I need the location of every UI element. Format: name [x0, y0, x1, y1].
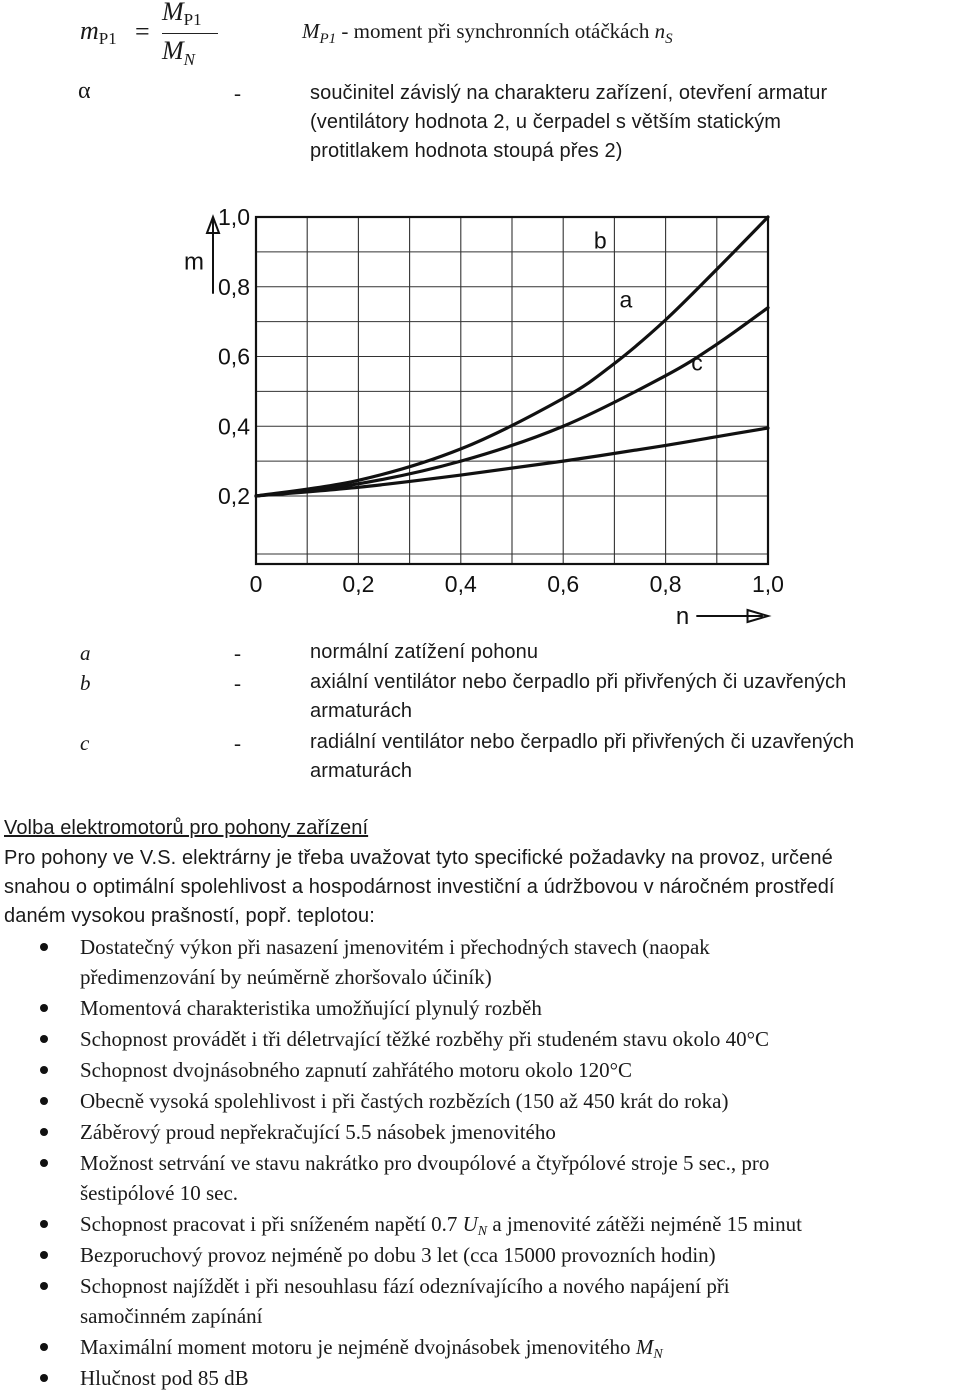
- x-axis-label: n: [675, 603, 690, 630]
- curve-label-c: c: [691, 349, 703, 376]
- bullet-text: Momentová charakteristika umožňující plynulý rozběh: [80, 996, 542, 1020]
- bullet-text-part: Schopnost pracovat i při sníženém napětí 0.7: [80, 1212, 463, 1236]
- def-text: - moment při synchronních otáčkách: [336, 19, 655, 43]
- chart-ticks: [218, 204, 784, 597]
- bullet-text: Schopnost dvojnásobného zapnutí zahřátého motoru okolo 120°C: [80, 1058, 632, 1082]
- x-tick-label: 1,0: [752, 571, 784, 597]
- formula-lhs-sub: P1: [98, 29, 117, 48]
- bullet-text: šestipólové 10 sec.: [80, 1181, 239, 1205]
- legend-key: a: [80, 641, 91, 665]
- formula-block: [80, 0, 320, 75]
- legend-dash: -: [234, 671, 241, 695]
- y-tick-label: 0,2: [218, 483, 250, 509]
- bullet-text: Schopnost provádět i tři déletrvající těžké rozběhy při studeném stavu okolo 40°C: [80, 1027, 769, 1051]
- alpha-symbol: α: [78, 78, 91, 104]
- x-tick-label: 0,6: [547, 571, 580, 597]
- bullet-text: Schopnost najíždět i při nesouhlasu fází odeznívajícího a nového napájení při: [80, 1274, 730, 1298]
- bullet-dot: [40, 1035, 48, 1043]
- bullet-text: Hlučnost pod 85 dB: [80, 1366, 249, 1390]
- x-tick-label: 0: [249, 571, 263, 597]
- def-n-sub: S: [665, 31, 673, 47]
- x-tick-label: 0,8: [649, 571, 682, 597]
- chart-labels: [184, 217, 768, 630]
- bullet-text: Obecně vysoká spolehlivost i při častých rozbězích (150 až 450 krát do roka): [80, 1089, 729, 1113]
- legend-text: armaturách: [310, 760, 413, 782]
- formula-lhs: [80, 16, 117, 49]
- bullet-variable: M: [635, 1335, 654, 1359]
- alpha-description: [310, 79, 827, 166]
- bullet-dot: [40, 1004, 48, 1012]
- bullet-dot: [40, 1343, 48, 1351]
- def-n: n: [654, 19, 666, 43]
- formula-definition: [302, 16, 673, 54]
- formula-den-var: M: [162, 36, 184, 65]
- legend-text: normální zatížení pohonu: [310, 641, 539, 663]
- bullet-variable: U: [462, 1212, 478, 1236]
- chart-grid: [256, 217, 768, 564]
- def-sub: P1: [319, 31, 337, 47]
- bullet-text: Záběrový proud nepřekračující 5.5 násobek jmenovitého: [80, 1120, 556, 1144]
- section-title: Volba elektromotorů pro pohony zařízení: [4, 817, 369, 839]
- bullet-dot: [40, 1251, 48, 1259]
- bullet-dot: [40, 1282, 48, 1290]
- bullet-text: Možnost setrvání ve stavu nakrátko pro dvoupólové a čtyřpólové stroje 5 sec., pro: [80, 1151, 770, 1175]
- paragraph-line: Pro pohony ve V.S. elektrárny je třeba uvažovat tyto specifické požadavky na provoz, určené: [4, 847, 833, 869]
- legend-text: radiální ventilátor nebo čerpadlo při přivřených či uzavřených: [310, 731, 855, 753]
- legend-dash: -: [234, 731, 241, 755]
- bullet-dot: [40, 1128, 48, 1136]
- bullet-variable-sub: N: [477, 1224, 488, 1239]
- paragraph-line: snahou o optimální spolehlivost a hospodárnost investiční a údržbovou v náročném prostředí: [4, 876, 835, 898]
- x-tick-label: 0,2: [342, 571, 375, 597]
- def-var: M: [302, 19, 320, 43]
- formula-num-var: M: [162, 0, 184, 26]
- x-tick-label: 0,4: [444, 571, 477, 597]
- fraction-bar: [162, 33, 218, 34]
- legend-key: b: [80, 671, 91, 695]
- formula-denominator: [162, 36, 195, 70]
- alpha-line: součinitel závislý na charakteru zařízení, otevření armatur: [310, 82, 828, 104]
- y-tick-label: 0,8: [218, 273, 250, 300]
- section-paragraph: [4, 844, 835, 931]
- alpha-line: protitlakem hodnota stoupá přes 2): [310, 140, 623, 162]
- y-tick-label: 1,0: [218, 204, 250, 230]
- bullet-text-part: a jmenovité zátěži nejméně 15 minut: [487, 1212, 802, 1236]
- y-axis-label: m: [184, 248, 204, 276]
- bullet-text: Bezporuchový provoz nejméně po dobu 3 let (cca 15000 provozních hodin): [80, 1243, 716, 1267]
- paragraph-line: daném vysokou prašností, popř. teplotou:: [4, 905, 375, 927]
- bullet-text-part: Maximální moment motoru je nejméně dvojnásobek jmenovitého: [80, 1335, 636, 1359]
- formula-numerator: [162, 0, 202, 30]
- bullet-dot: [40, 1097, 48, 1105]
- bullet-dot: [40, 1159, 48, 1167]
- alpha-line: (ventilátory hodnota 2, u čerpadel s větším statickým: [310, 111, 782, 133]
- bullet-dot: [40, 943, 48, 951]
- legend-dash: -: [234, 641, 241, 665]
- formula-num-sub: P1: [183, 10, 202, 29]
- legend-key: c: [80, 731, 90, 755]
- bullet-dot: [40, 1066, 48, 1074]
- bullet-text: Dostatečný výkon při nasazení jmenovitém i přechodných stavech (naopak: [80, 935, 710, 959]
- bullet-variable-sub: N: [653, 1347, 663, 1362]
- bullet-text: samočinném zapínání: [80, 1304, 263, 1328]
- bullet-text: předimenzování by neúměrně zhoršovalo účiník): [80, 965, 492, 989]
- bullet-dot: [40, 1220, 48, 1228]
- legend-text: armaturách: [310, 700, 413, 722]
- y-tick-label: 0,6: [218, 343, 250, 370]
- y-tick-label: 0,4: [218, 413, 250, 440]
- curve-label-b: b: [593, 227, 607, 254]
- formula-lhs-var: m: [80, 16, 99, 45]
- formula-equals: =: [135, 17, 150, 46]
- torque-speed-chart: [180, 200, 800, 630]
- bullet-dot: [40, 1374, 48, 1382]
- formula-den-sub: N: [183, 50, 196, 69]
- legend-text: axiální ventilátor nebo čerpadlo při přivřených či uzavřených: [310, 671, 847, 693]
- alpha-dash: -: [234, 81, 241, 105]
- curve-label-a: a: [619, 286, 633, 313]
